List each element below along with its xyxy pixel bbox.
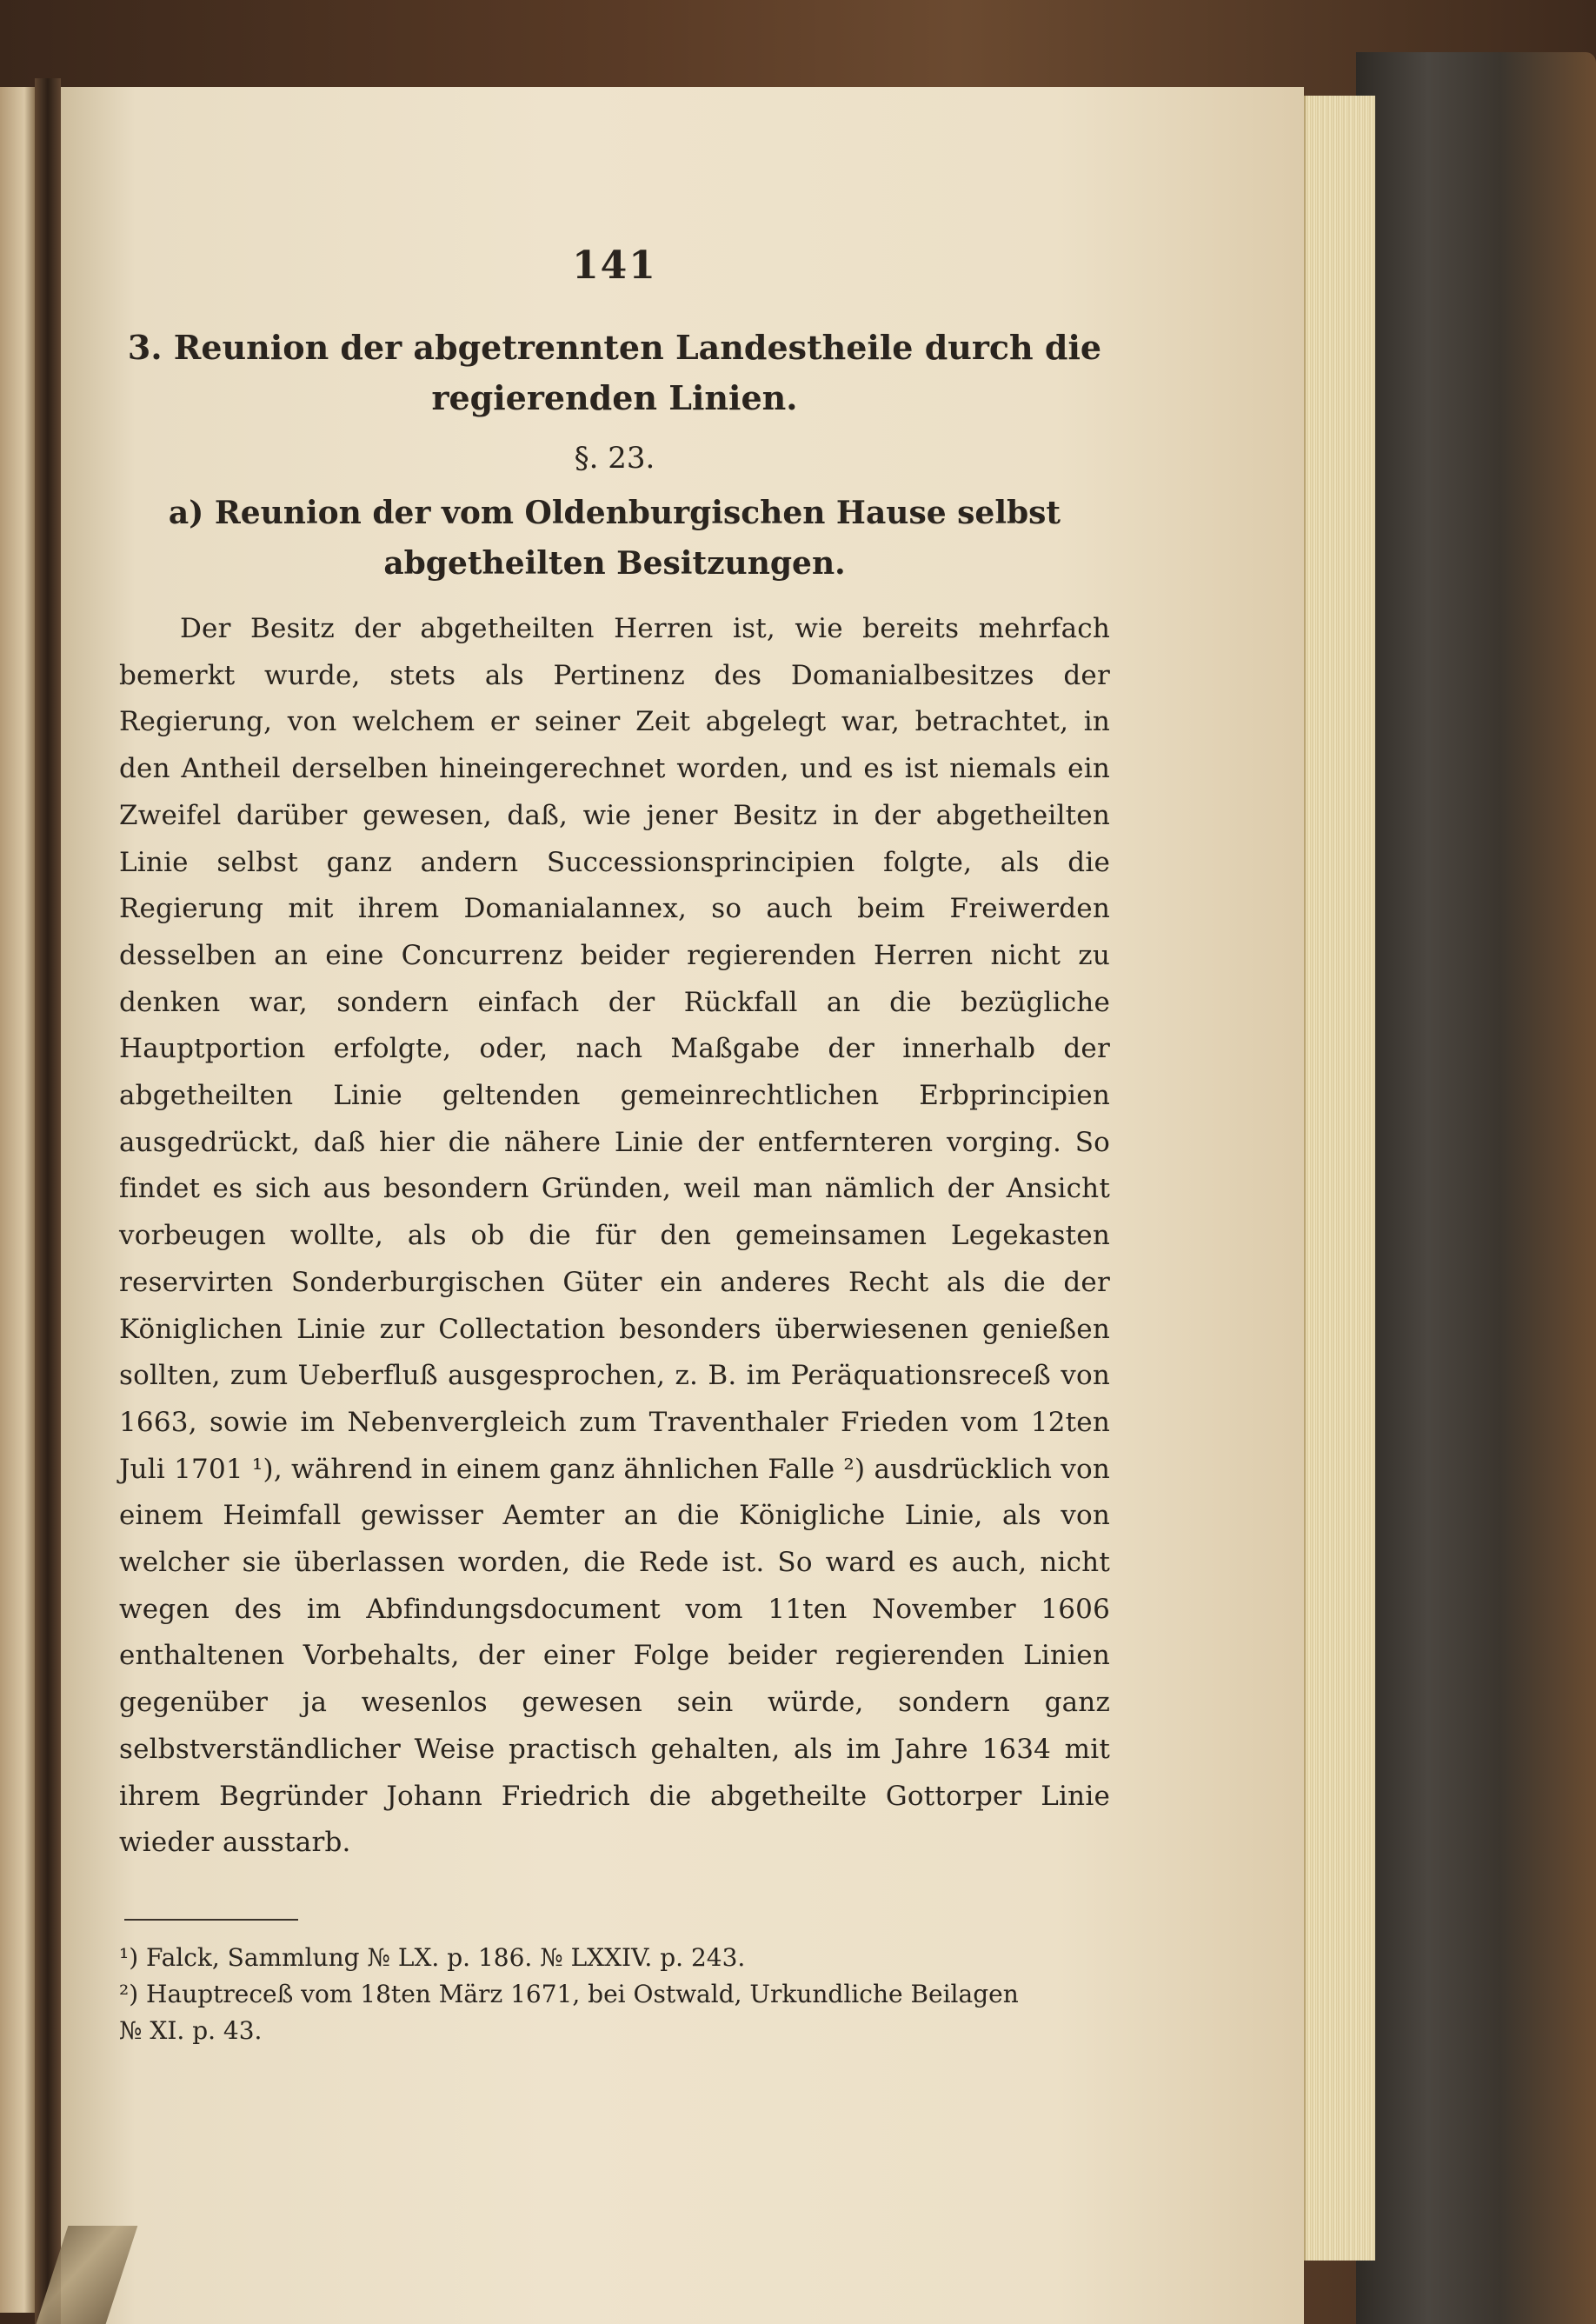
footnote-2: ²) Hauptreceß vom 18ten März 1671, bei Ostwald, Urkundliche Beilagen <box>119 1979 1019 2008</box>
page-edges <box>1304 96 1375 2261</box>
section-number: §. 23. <box>574 441 655 476</box>
book-gutter <box>35 78 61 2324</box>
footnote-1: ¹) Falck, Sammlung № LX. p. 186. № LXXIV. p. 243. <box>119 1942 746 1972</box>
book-cover-right <box>1356 52 1596 2324</box>
section-heading: a) Reunion der vom Oldenburgischen Hause selbst abgetheilten Besitzungen. <box>168 495 1061 582</box>
page-number: 141 <box>572 243 657 288</box>
footnotes <box>119 1940 1110 2049</box>
footnote-rule <box>124 1919 298 1921</box>
chapter-heading: 3. Reunion der abgetrennten Landestheile durch die regierenden Linien. <box>127 328 1102 417</box>
left-page-edge <box>0 87 35 2313</box>
body-paragraph: Der Besitz der abgetheilten Herren ist, wie bereits mehrfach bemerkt wurde, stets als Pertinenz des Domanialbesitzes der Regierung, von welchem er seiner Zeit abgelegt war, betrachtet, in den Antheil derselben hineingerechnet worden, und es ist niemals ein Zweifel darüber gewesen, daß, wie jener Besitz in der abgetheilten Linie selbst ganz andern Successionsprincipien folgte, als die Regierung mit ihrem Domanialannex, so auch beim Freiwerden desselben an eine Concurrenz beider regierenden Herren nicht zu denken war, sondern einfach der Rückfall an die bezügliche Hauptportion erfolgte, oder, nach Maßgabe der innerhalb der abgetheilten Linie geltenden gemeinrechtlichen Erbprincipien ausgedrückt, daß hier die nähere Linie der entfernteren vorging. So findet es sich aus besondern Gründen, weil man nämlich der Ansicht vorbeugen wollte, als ob die für den gemeinsamen Legekasten reservirten Sonderburgischen Güter ein anderes Recht als die der Königlichen Linie zur Collectation besonders überwiesenen genießen sollten, zum Ueberfluß ausgesprochen, z. B. im Peräquationsreceß von 1663, sowie im Nebenvergleich zum Traventhaler Frieden vom 12ten Juli 1701 ¹), während in einem ganz ähnlichen Falle ²) ausdrücklich von einem Heimfall gewisser Aemter an die Königliche Linie, als von welcher sie überlassen worden, die Rede ist. So ward es auch, nicht wegen des im Abfindungsdocument vom 11ten November 1606 enthaltenen Vorbehalts, der einer Folge beider regierenden Linien gegenüber ja wesenlos gewesen sein würde, sondern ganz selbstverständlicher Weise practisch gehalten, als im Jahre 1634 mit ihrem Begründer Johann Friedrich die abgetheilte Gottorper Linie wieder ausstarb. <box>119 613 1110 1859</box>
page-content <box>119 243 1110 2049</box>
footnote-2-continued: № XI. p. 43. <box>119 2015 263 2045</box>
